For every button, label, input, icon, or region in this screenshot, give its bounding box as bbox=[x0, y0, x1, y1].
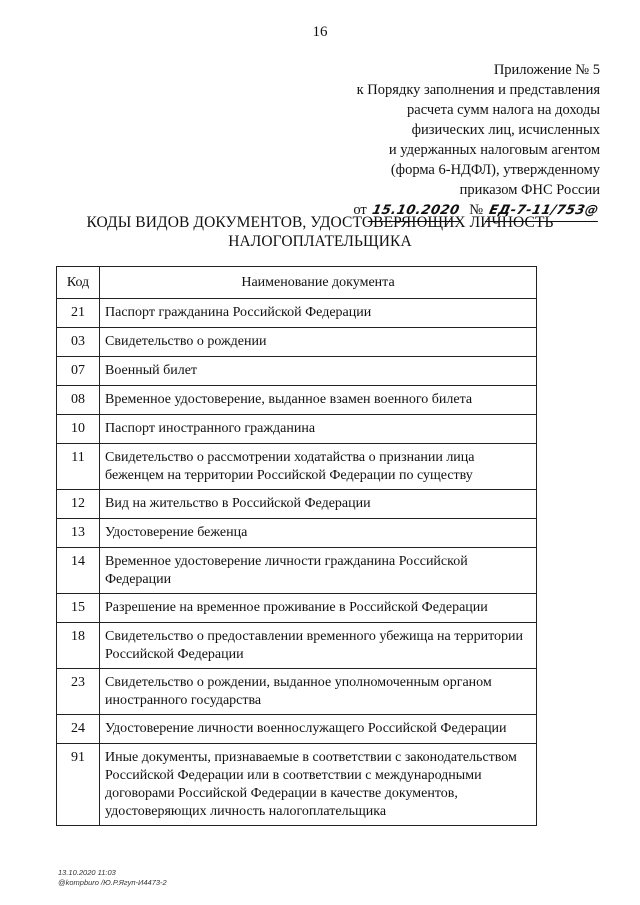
table-row bbox=[57, 594, 537, 623]
table-row bbox=[57, 357, 537, 386]
table-row bbox=[57, 386, 537, 415]
code-cell: 18 bbox=[57, 623, 100, 669]
code-cell: 24 bbox=[57, 715, 100, 744]
table-row bbox=[57, 623, 537, 669]
column-header-name: Наименование документа bbox=[100, 267, 537, 299]
code-cell: 03 bbox=[57, 328, 100, 357]
document-codes-table bbox=[56, 266, 537, 826]
table-row bbox=[57, 669, 537, 715]
name-cell: Свидетельство о рассмотрении ходатайства о признании лица беженцем на территории Российской Федерации по существу bbox=[100, 444, 537, 490]
appendix-line: и удержанных налоговым агентом bbox=[388, 142, 600, 158]
name-cell: Иные документы, признаваемые в соответствии с законодательством Российской Федерации или в соответствии с международными договорами Российской Федерации в качестве документов, удостоверяющих личность налогоплательщика bbox=[100, 744, 537, 826]
document-title bbox=[0, 213, 640, 251]
code-cell: 15 bbox=[57, 594, 100, 623]
name-cell: Паспорт гражданина Российской Федерации bbox=[100, 299, 537, 328]
name-cell: Паспорт иностранного гражданина bbox=[100, 415, 537, 444]
name-cell: Удостоверение личности военнослужащего Российской Федерации bbox=[100, 715, 537, 744]
name-cell: Временное удостоверение личности гражданина Российской Федерации bbox=[100, 548, 537, 594]
code-cell: 13 bbox=[57, 519, 100, 548]
footer-timestamp: 13.10.2020 11:03 bbox=[58, 868, 116, 877]
code-cell: 14 bbox=[57, 548, 100, 594]
appendix-line: приказом ФНС России bbox=[459, 182, 600, 198]
name-cell: Свидетельство о предоставлении временного убежища на территории Российской Федерации bbox=[100, 623, 537, 669]
code-cell: 08 bbox=[57, 386, 100, 415]
code-cell: 21 bbox=[57, 299, 100, 328]
footer-author: @kompburo /Ю.Р.Ягуп-И4473-2 bbox=[58, 878, 167, 887]
table-row bbox=[57, 444, 537, 490]
appendix-line: физических лиц, исчисленных bbox=[411, 122, 600, 138]
name-cell: Военный билет bbox=[100, 357, 537, 386]
appendix-block bbox=[300, 60, 600, 222]
name-cell: Разрешение на временное проживание в Российской Федерации bbox=[100, 594, 537, 623]
title-line-2: НАЛОГОПЛАТЕЛЬЩИКА bbox=[228, 233, 412, 250]
code-cell: 12 bbox=[57, 490, 100, 519]
table-row bbox=[57, 415, 537, 444]
code-cell: 91 bbox=[57, 744, 100, 826]
title-line-1: КОДЫ ВИДОВ ДОКУМЕНТОВ, УДОСТОВЕРЯЮЩИХ ЛИЧНОСТЬ bbox=[86, 214, 554, 231]
table-row bbox=[57, 744, 537, 826]
table-header-row bbox=[57, 267, 537, 299]
code-cell: 10 bbox=[57, 415, 100, 444]
order-from-label: от bbox=[353, 202, 367, 218]
name-cell: Вид на жительство в Российской Федерации bbox=[100, 490, 537, 519]
table-row bbox=[57, 548, 537, 594]
name-cell: Удостоверение беженца bbox=[100, 519, 537, 548]
appendix-line: Приложение № 5 bbox=[493, 62, 600, 78]
page-number: 16 bbox=[312, 24, 328, 40]
name-cell: Временное удостоверение, выданное взамен военного билета bbox=[100, 386, 537, 415]
table-row bbox=[57, 328, 537, 357]
table-row bbox=[57, 299, 537, 328]
appendix-line: расчета сумм налога на доходы bbox=[407, 102, 600, 118]
footer-stamp bbox=[58, 868, 167, 888]
appendix-line: (форма 6-НДФЛ), утвержденному bbox=[390, 162, 600, 178]
order-number: ЕД-7-11/753@ bbox=[484, 201, 602, 222]
code-cell: 11 bbox=[57, 444, 100, 490]
order-date: 15.10.2020 bbox=[368, 201, 464, 222]
table-row bbox=[57, 490, 537, 519]
column-header-code: Код bbox=[57, 267, 100, 299]
appendix-line: к Порядку заполнения и представления bbox=[356, 82, 600, 98]
name-cell: Свидетельство о рождении bbox=[100, 328, 537, 357]
code-cell: 23 bbox=[57, 669, 100, 715]
name-cell: Свидетельство о рождении, выданное уполномоченным органом иностранного государства bbox=[100, 669, 537, 715]
table-row bbox=[57, 715, 537, 744]
order-number-label: № bbox=[469, 202, 484, 218]
code-cell: 07 bbox=[57, 357, 100, 386]
table-row bbox=[57, 519, 537, 548]
